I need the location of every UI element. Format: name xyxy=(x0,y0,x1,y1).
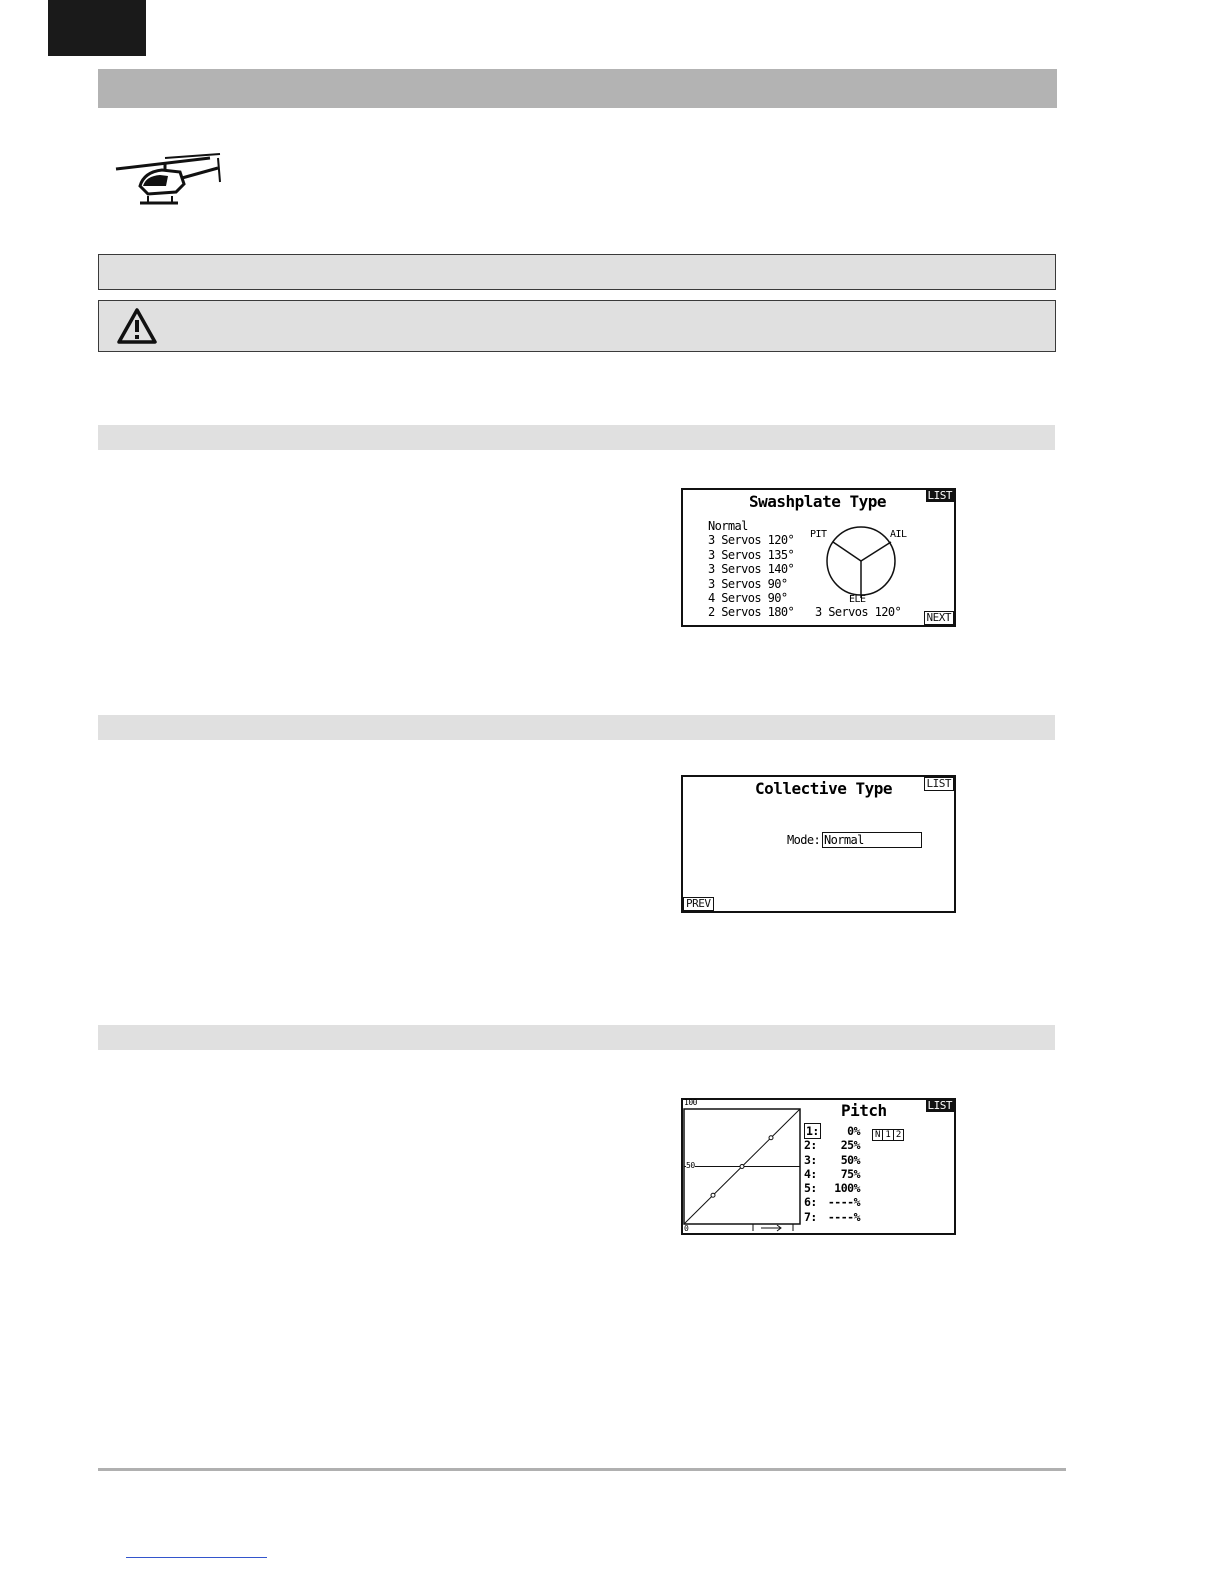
language-tab xyxy=(48,0,146,56)
section-bar-collective xyxy=(98,715,1055,740)
pitch-point-label: 2: xyxy=(804,1138,817,1153)
warning-box xyxy=(98,300,1056,352)
y-max-label: 100 xyxy=(684,1098,697,1107)
pitch-point-row[interactable] xyxy=(804,1124,860,1138)
flight-mode-2[interactable]: 2 xyxy=(894,1129,904,1141)
pitch-point-value[interactable]: 25% xyxy=(840,1138,860,1153)
elevator-servo-label: ELE xyxy=(849,594,866,605)
pitch-point-value[interactable]: 75% xyxy=(840,1166,860,1181)
pitch-point-label: 4: xyxy=(804,1166,817,1181)
selected-swashplate-caption: 3 Servos 120° xyxy=(815,605,902,619)
swashplate-option[interactable]: 2 Servos 180° xyxy=(708,605,795,620)
list-button[interactable]: LIST xyxy=(927,1099,952,1112)
prev-button[interactable]: PREV xyxy=(683,897,714,911)
pitch-point-value[interactable]: 50% xyxy=(840,1152,860,1167)
pitch-point-list xyxy=(804,1124,860,1224)
footer-link-underline[interactable] xyxy=(126,1557,267,1558)
aileron-servo-label: AIL xyxy=(890,529,907,540)
swashplate-option-list xyxy=(708,519,794,620)
section-bar-swashplate xyxy=(98,425,1055,450)
section-title-bar xyxy=(98,69,1057,108)
curve-point[interactable] xyxy=(769,1136,773,1140)
pitch-point-label: 3: xyxy=(804,1152,817,1167)
list-button[interactable]: LIST xyxy=(927,489,952,502)
pitch-point-label: 5: xyxy=(804,1181,817,1196)
swashplate-option[interactable]: 3 Servos 120° xyxy=(708,533,795,548)
swashplate-option[interactable]: 4 Servos 90° xyxy=(708,591,788,606)
pitch-point-value[interactable]: ----% xyxy=(827,1209,860,1224)
pitch-point-label: 7: xyxy=(804,1209,817,1224)
pitch-curve-chart xyxy=(683,1100,803,1233)
pitch-point-row[interactable] xyxy=(804,1167,860,1181)
pitch-point-value[interactable]: 0% xyxy=(847,1124,860,1138)
pitch-point-row[interactable] xyxy=(804,1210,860,1224)
pitch-point-row[interactable] xyxy=(804,1195,860,1209)
pitch-point-label: 6: xyxy=(804,1195,817,1210)
curve-point[interactable] xyxy=(740,1165,744,1169)
curve-point[interactable] xyxy=(711,1193,715,1197)
section-bar-pitch xyxy=(98,1025,1055,1050)
screen-title: Swashplate Type xyxy=(749,492,886,511)
warning-icon xyxy=(116,307,158,345)
footer-rule xyxy=(98,1468,1066,1471)
next-button[interactable]: NEXT xyxy=(924,611,955,625)
pitch-point-label xyxy=(804,1124,832,1138)
pitch-point-row[interactable] xyxy=(804,1181,860,1195)
selected-point-label: 1: xyxy=(806,1124,819,1138)
flight-mode-n[interactable]: N xyxy=(872,1129,883,1141)
mode-label: Mode: xyxy=(787,833,821,847)
flight-mode-1[interactable]: 1 xyxy=(883,1129,893,1141)
list-button[interactable]: LIST xyxy=(924,777,955,791)
swashplate-option[interactable]: Normal xyxy=(708,519,748,533)
swashplate-type-screen xyxy=(681,488,956,627)
screen-title: Collective Type xyxy=(755,779,892,798)
pitch-point-value[interactable]: ----% xyxy=(827,1195,860,1210)
x-min-label: 0 xyxy=(684,1224,689,1233)
helicopter-icon xyxy=(110,148,230,210)
screen-title: Pitch xyxy=(841,1101,887,1120)
collective-type-screen xyxy=(681,775,956,913)
mode-value-field[interactable]: Normal xyxy=(822,832,922,848)
note-box xyxy=(98,254,1056,290)
pitch-point-row[interactable] xyxy=(804,1153,860,1167)
flight-mode-selector xyxy=(872,1129,904,1141)
pitch-servo-label: PIT xyxy=(810,529,827,540)
pitch-point-value[interactable]: 100% xyxy=(834,1181,860,1196)
pitch-curve-screen xyxy=(681,1098,956,1235)
swashplate-option[interactable]: 3 Servos 140° xyxy=(708,562,795,577)
y-mid-label: 50 xyxy=(686,1161,695,1170)
swashplate-option[interactable]: 3 Servos 90° xyxy=(708,576,788,591)
swashplate-option[interactable]: 3 Servos 135° xyxy=(708,547,795,562)
pitch-point-row[interactable] xyxy=(804,1138,860,1152)
